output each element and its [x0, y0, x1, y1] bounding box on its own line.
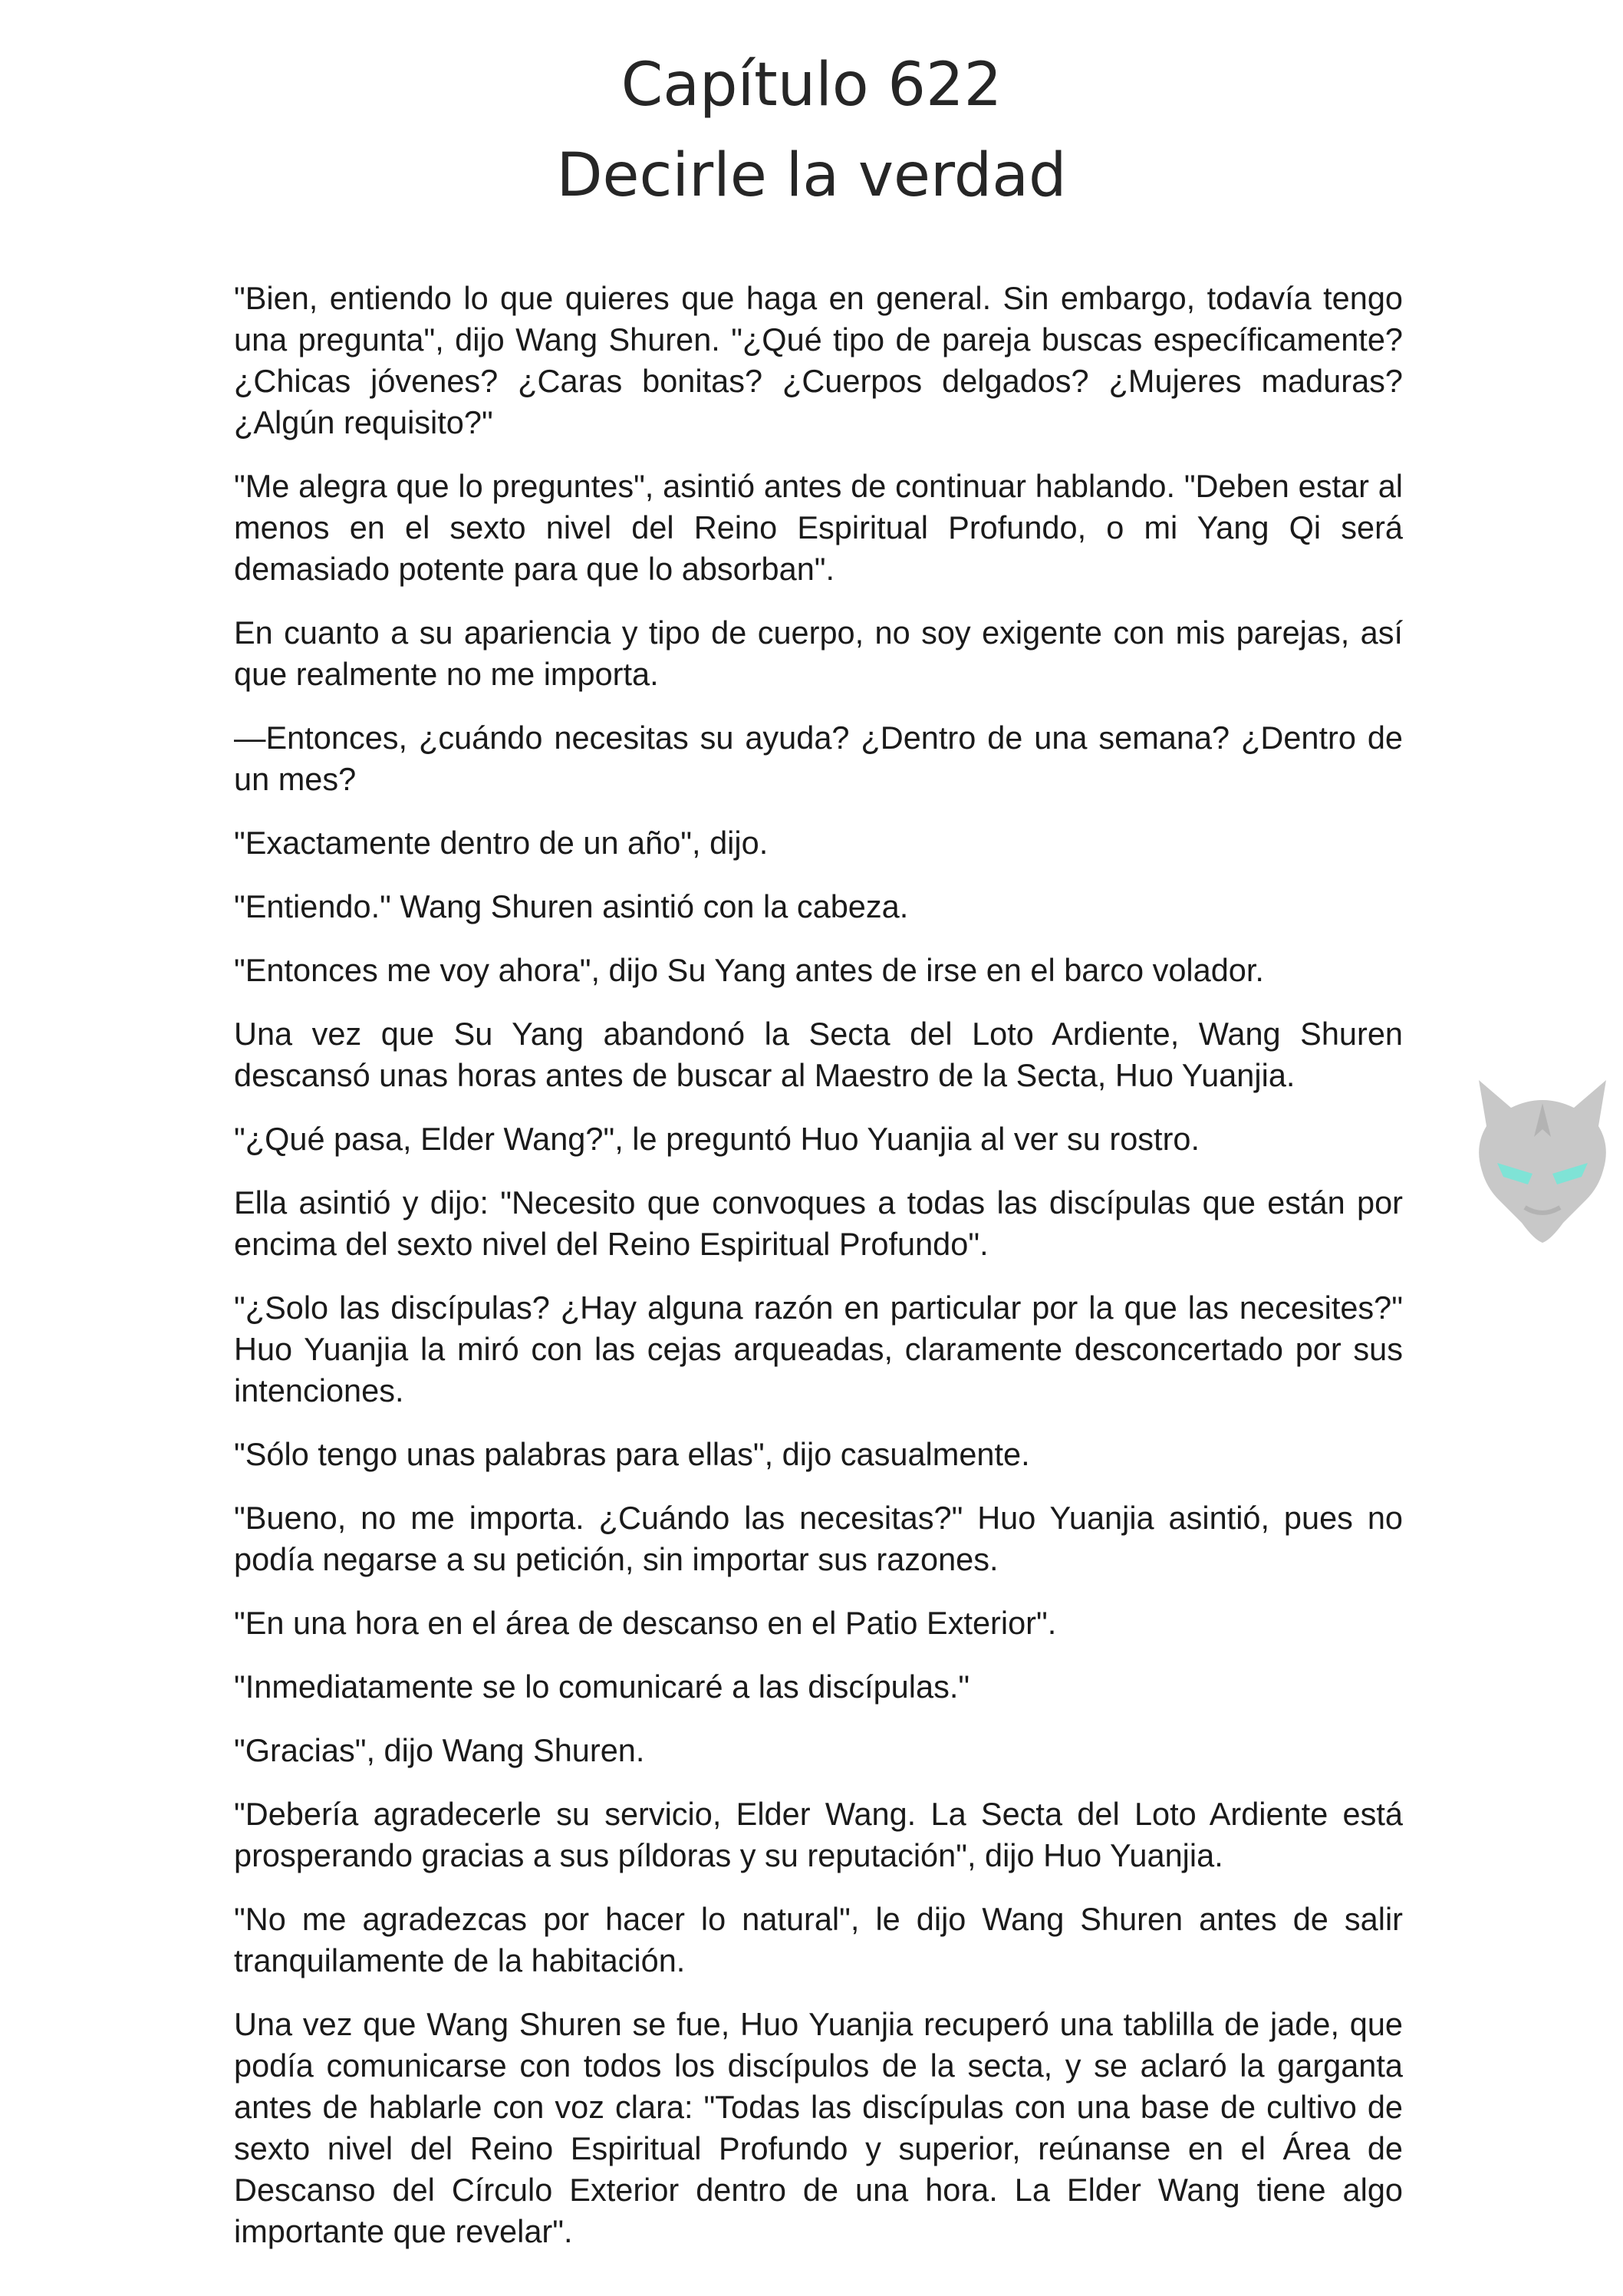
paragraph: Una vez que Su Yang abandonó la Secta del Loto Ardiente, Wang Shuren descansó unas horas antes de buscar al Maestro de la Secta, Huo Yuanjia. — [234, 1016, 1403, 1093]
paragraph: "Entiendo." Wang Shuren asintió con la cabeza. — [234, 888, 909, 924]
chapter-number: Capítulo 622 — [621, 51, 1002, 120]
paragraph: En cuanto a su apariencia y tipo de cuerpo, no soy exigente con mis parejas, así que realmente no me importa. — [234, 614, 1403, 692]
chapter-title: Decirle la verdad — [556, 141, 1067, 210]
paragraph: "Sólo tengo unas palabras para ellas", dijo casualmente. — [234, 1436, 1030, 1472]
paragraph: "Entonces me voy ahora", dijo Su Yang antes de irse en el barco volador. — [234, 952, 1264, 988]
paragraph: —Entonces, ¿cuándo necesitas su ayuda? ¿Dentro de una semana? ¿Dentro de un mes? — [234, 720, 1403, 797]
paragraph: "Gracias", dijo Wang Shuren. — [234, 1732, 645, 1768]
paragraph: "En una hora en el área de descanso en el Patio Exterior". — [234, 1605, 1057, 1641]
paragraph: "No me agradezcas por hacer lo natural", le dijo Wang Shuren antes de salir tranquilamente de la habitación. — [234, 1901, 1403, 1978]
chapter-body — [234, 278, 1403, 2275]
paragraph: Una vez que Wang Shuren se fue, Huo Yuanjia recuperó una tablilla de jade, que podía comunicarse con todos los discípulos de la secta, y se aclaró la garganta antes de hablarle con voz clara: "Todas las discípulas con una base de cultivo de sexto nivel del Reino Espiritual Profundo y superior, reúnanse en el Área de Descanso del Círculo Exterior dentro de una hora. La Elder Wang tiene algo importante que revelar". — [234, 2006, 1403, 2249]
paragraph: "Me alegra que lo preguntes", asintió antes de continuar hablando. "Deben estar al menos en el sexto nivel del Reino Espiritual Profundo, o mi Yang Qi será demasiado potente para que lo absorban". — [234, 468, 1403, 587]
paragraph: "Bueno, no me importa. ¿Cuándo las necesitas?" Huo Yuanjia asintió, pues no podía negarse a su petición, sin importar sus razones. — [234, 1500, 1403, 1577]
paragraph: "Bien, entiendo lo que quieres que haga en general. Sin embargo, todavía tengo una pregunta", dijo Wang Shuren. "¿Qué tipo de pareja buscas específicamente? ¿Chicas jóvenes? ¿Caras bonitas? ¿Cuerpos delgados? ¿Mujeres maduras? ¿Algún requisito?" — [234, 280, 1403, 440]
demon-head-icon — [1471, 1072, 1614, 1244]
paragraph: "¿Qué pasa, Elder Wang?", le preguntó Huo Yuanjia al ver su rostro. — [234, 1121, 1200, 1157]
paragraph: "Inmediatamente se lo comunicaré a las discípulas." — [234, 1668, 970, 1705]
paragraph: "Exactamente dentro de un año", dijo. — [234, 825, 769, 861]
paragraph: "Debería agradecerle su servicio, Elder Wang. La Secta del Loto Ardiente está prosperando gracias a sus píldoras y su reputación", dijo Huo Yuanjia. — [234, 1796, 1403, 1873]
chapter-header — [0, 40, 1623, 221]
paragraph: "¿Solo las discípulas? ¿Hay alguna razón en particular por la que las necesites?" Huo Yuanjia la miró con las cejas arqueadas, claramente desconcertado por sus intenciones. — [234, 1290, 1403, 1408]
paragraph: Ella asintió y dijo: "Necesito que convoques a todas las discípulas que están por encima del sexto nivel del Reino Espiritual Profundo". — [234, 1184, 1403, 1262]
